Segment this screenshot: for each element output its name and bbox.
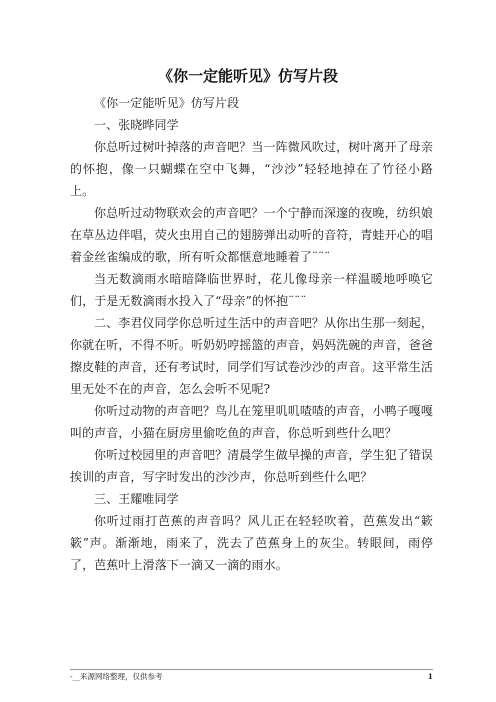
body-paragraph: 当无数滴雨水暗暗降临世界时，花儿像母亲一样温暖地呼唤它们，于是无数滴雨水投入了“母亲”的怀抱¨¨¨ (70, 272, 433, 308)
body-paragraph: 你听过雨打芭蕉的声音吗？风儿正在轻轻吹着，芭蕉发出“簌簌”声。渐渐地，雨来了，洗去了芭蕉身上的灰尘。转眼间，雨停了，芭蕉叶上滑落下一滴又一滴的雨水。 (70, 514, 433, 572)
page-number: 1 (427, 672, 433, 681)
body-paragraph: 你听过动物的声音吧？鸟儿在笼里叽叽喳喳的声音，小鸭子嘎嘎叫的声音，小猫在厨房里偷吃鱼的声音，你总听到些什么吧？ (70, 404, 433, 440)
page-footer (70, 671, 433, 685)
body-paragraph: 你听过校园里的声音吧？清晨学生做早操的声音，学生犯了错误挨训的声音，写字时发出的沙沙声，你总听到些什么吧？ (70, 448, 433, 484)
section-heading-1: 一、张晓晔同学 (94, 118, 179, 132)
page-title: 《你一定能听见》仿写片段 (157, 67, 338, 85)
body-paragraph: 你总听过树叶掉落的声音吧？当一阵微风吹过，树叶离开了母亲的怀抱，像一只蝴蝶在空中飞舞，“沙沙”轻轻地掉在了竹径小路上。 (70, 140, 433, 198)
section-heading-3: 三、王耀唯同学 (94, 492, 179, 506)
footer-note: -__来源网络整理，仅供参考 (70, 672, 163, 681)
footer-divider (70, 669, 433, 670)
subtitle-paragraph: 《你一定能听见》仿写片段 (94, 96, 240, 110)
body-paragraph: 你总听过动物联欢会的声音吧？一个宁静而深邃的夜晚，纺织娘在草丛边伴唱，荧火虫用自己的翅膀弹出动听的音符，青蛙开心的唱着金丝雀编成的歌，所有听众都惬意地睡着了¨¨¨ (70, 206, 434, 264)
body-paragraph: 二、李君仪同学你总听过生活中的声音吧？从你出生那一刻起，你就在听，不得不听。听奶奶哼摇篮的声音，妈妈洗碗的声音，爸爸擦皮鞋的声音，还有考试时，同学们写试卷沙沙的声音。这平常生活里无处不在的声音，怎么会听不见呢? (70, 316, 434, 396)
document-body (70, 92, 433, 576)
